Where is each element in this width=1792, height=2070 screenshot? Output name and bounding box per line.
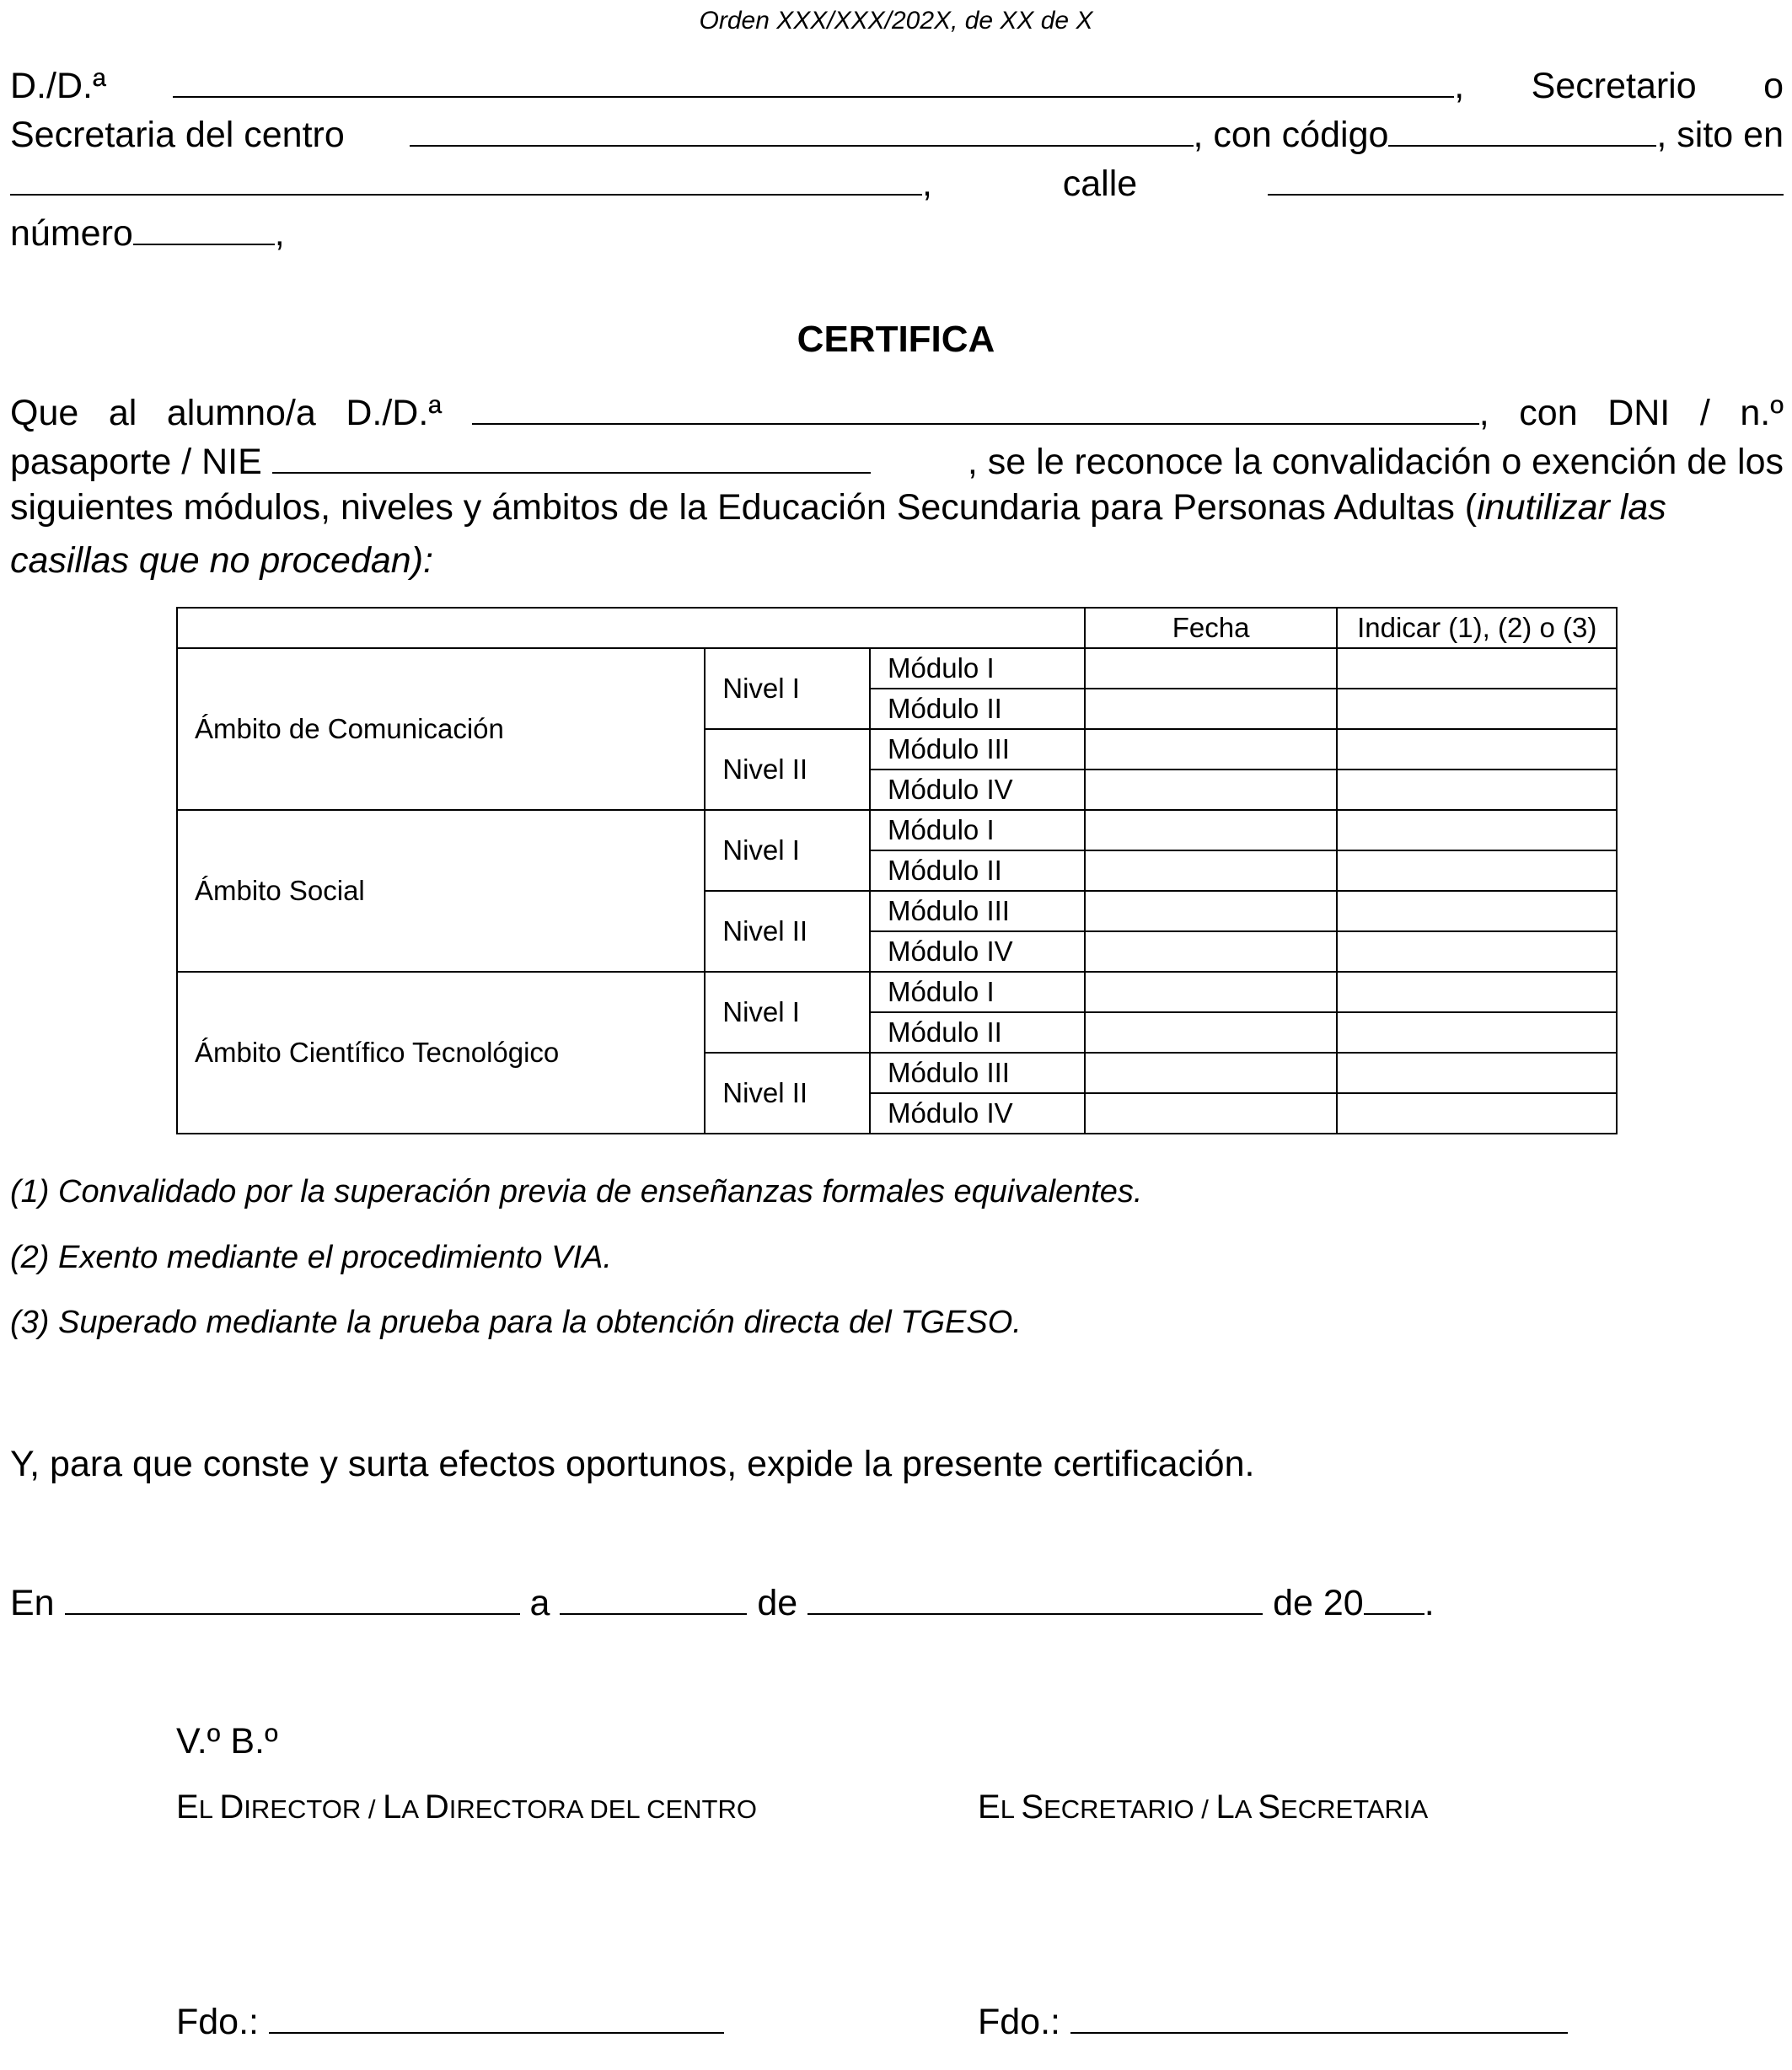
indicar-input-cell[interactable]: [1337, 1093, 1617, 1134]
fecha-input-cell[interactable]: [1085, 1012, 1338, 1053]
indicar-input-cell[interactable]: [1337, 1053, 1617, 1093]
table-row: [177, 972, 1617, 1012]
period: .: [1424, 1583, 1435, 1623]
centro-blank[interactable]: [410, 111, 1194, 147]
director-label: EL DIRECTOR / LA DIRECTORA DEL CENTRO: [176, 1788, 757, 1826]
ano-blank[interactable]: [1364, 1579, 1424, 1615]
en-label: En: [10, 1583, 55, 1623]
intro-line-3: [10, 160, 1784, 205]
indicar-input-cell[interactable]: [1337, 931, 1617, 972]
nivel-cell: Nivel I: [705, 810, 870, 891]
modulo-cell: Módulo II: [870, 1012, 1085, 1053]
modulo-cell: Módulo II: [870, 850, 1085, 891]
header-empty-cell: [177, 608, 1085, 648]
secretaria-centro-label: Secretaria del centro: [10, 115, 345, 155]
de-label: de: [757, 1583, 798, 1623]
codigo-blank[interactable]: [1388, 111, 1656, 147]
header-fecha: Fecha: [1085, 608, 1338, 648]
comma: ,: [274, 213, 285, 254]
a-label: a: [529, 1583, 550, 1623]
fecha-input-cell[interactable]: [1085, 891, 1338, 931]
nivel-cell: Nivel I: [705, 972, 870, 1053]
fecha-input-cell[interactable]: [1085, 931, 1338, 972]
fecha-input-cell[interactable]: [1085, 770, 1338, 810]
fecha-input-cell[interactable]: [1085, 972, 1338, 1012]
modulo-cell: Módulo III: [870, 729, 1085, 770]
dia-blank[interactable]: [560, 1579, 747, 1615]
fecha-input-cell[interactable]: [1085, 729, 1338, 770]
indicar-input-cell[interactable]: [1337, 648, 1617, 689]
modulo-cell: Módulo II: [870, 689, 1085, 729]
calle-label: calle: [1062, 164, 1138, 204]
vobo-label: V.º B.º: [176, 1721, 278, 1762]
director-signature-blank[interactable]: [269, 1998, 724, 2034]
modulo-cell: Módulo IV: [870, 770, 1085, 810]
word: D./D.ª: [346, 393, 443, 433]
fecha-input-cell[interactable]: [1085, 648, 1338, 689]
indicar-input-cell[interactable]: [1337, 729, 1617, 770]
numero-blank[interactable]: [133, 210, 275, 245]
fecha-input-cell[interactable]: [1085, 810, 1338, 850]
modulo-cell: Módulo I: [870, 648, 1085, 689]
statement-l4-italic: casillas que no procedan):: [10, 540, 433, 581]
nivel-cell: Nivel II: [705, 729, 870, 810]
statement-l2-rest: , se le reconoce la convalidación o exención de los: [967, 442, 1784, 482]
fdo-label: Fdo.:: [176, 2002, 259, 2042]
indicar-input-cell[interactable]: [1337, 972, 1617, 1012]
modulo-cell: Módulo IV: [870, 1093, 1085, 1134]
header-indicar: Indicar (1), (2) o (3): [1337, 608, 1617, 648]
nie-blank[interactable]: [272, 438, 871, 474]
sito-en-label: , sito en: [1656, 115, 1784, 155]
secretario-word: Secretario: [1531, 66, 1697, 106]
statement-line-1: [10, 389, 1784, 434]
statement-l3-italic: inutilizar las: [1477, 487, 1666, 528]
pasaporte-label: pasaporte / NIE: [10, 442, 262, 482]
nivel-cell: Nivel II: [705, 891, 870, 972]
table-header-row: [177, 608, 1617, 648]
alumno-blank[interactable]: [472, 389, 1479, 425]
statement-line-3: [10, 487, 1784, 528]
fdo-director: [176, 1998, 724, 2046]
document-header: Orden XXX/XXX/202X, de XX de X: [699, 7, 1093, 35]
de-20-label: de 20: [1273, 1583, 1364, 1623]
word: DNI: [1607, 393, 1671, 433]
word: /: [1699, 393, 1710, 433]
lugar-blank[interactable]: [65, 1579, 520, 1615]
table-row: [177, 810, 1617, 850]
modulo-cell: Módulo I: [870, 810, 1085, 850]
table-row: [177, 648, 1617, 689]
nivel-cell: Nivel II: [705, 1053, 870, 1134]
note-3: (3) Superado mediante la prueba para la obtención directa del TGESO.: [10, 1305, 1022, 1340]
intro-line-1: [10, 62, 1784, 107]
modulo-cell: Módulo I: [870, 972, 1085, 1012]
indicar-input-cell[interactable]: [1337, 810, 1617, 850]
indicar-input-cell[interactable]: [1337, 891, 1617, 931]
indicar-input-cell[interactable]: [1337, 1012, 1617, 1053]
modules-table: [176, 607, 1618, 1134]
intro-line-4: [10, 209, 285, 258]
ambito-cell: Ámbito Científico Tecnológico: [177, 972, 705, 1134]
fecha-input-cell[interactable]: [1085, 689, 1338, 729]
indicar-input-cell[interactable]: [1337, 770, 1617, 810]
modulo-cell: Módulo IV: [870, 931, 1085, 972]
note-2: (2) Exento mediante el procedimiento VIA.: [10, 1240, 612, 1275]
word: con: [1519, 393, 1578, 433]
calle-blank[interactable]: [1268, 160, 1784, 196]
word: alumno/a: [166, 393, 316, 433]
word: Que: [10, 393, 79, 433]
o-word: o: [1763, 66, 1784, 106]
indicar-input-cell[interactable]: [1337, 850, 1617, 891]
fecha-input-cell[interactable]: [1085, 1053, 1338, 1093]
ambito-cell: Ámbito Social: [177, 810, 705, 972]
word: n.º: [1740, 393, 1784, 433]
intro-line-2: [10, 111, 1784, 156]
mes-blank[interactable]: [807, 1579, 1263, 1615]
note-1: (1) Convalidado por la superación previa de enseñanzas formales equivalentes.: [10, 1174, 1143, 1209]
fdo-label: Fdo.:: [978, 2002, 1060, 2042]
comma: ,: [1454, 66, 1465, 106]
statement-line-2: [10, 438, 1784, 483]
comma: ,: [1478, 393, 1489, 433]
intro-dd-label: D./D.ª: [10, 66, 106, 106]
word: al: [108, 393, 137, 433]
certifica-title: CERTIFICA: [797, 319, 995, 360]
secretario-label: EL SECRETARIO / LA SECRETARIA: [978, 1788, 1429, 1826]
numero-label: número: [10, 213, 133, 254]
fdo-secretario: [978, 1998, 1568, 2046]
nivel-cell: Nivel I: [705, 648, 870, 729]
ambito-cell: Ámbito de Comunicación: [177, 648, 705, 810]
localidad-blank[interactable]: [10, 160, 922, 196]
name-blank[interactable]: [173, 62, 1454, 98]
statement-l3-normal: siguientes módulos, niveles y ámbitos de la Educación Secundaria para Personas Adultas (: [10, 487, 1478, 528]
fecha-input-cell[interactable]: [1085, 1093, 1338, 1134]
modulo-cell: Módulo III: [870, 891, 1085, 931]
closing-text: Y, para que conste y surta efectos oportunos, expide la presente certificación.: [10, 1444, 1255, 1484]
con-codigo-label: , con código: [1193, 115, 1389, 155]
fecha-input-cell[interactable]: [1085, 850, 1338, 891]
comma: ,: [922, 164, 932, 204]
indicar-input-cell[interactable]: [1337, 689, 1617, 729]
date-line: [10, 1579, 1435, 1628]
secretario-signature-blank[interactable]: [1070, 1998, 1568, 2034]
modulo-cell: Módulo III: [870, 1053, 1085, 1093]
